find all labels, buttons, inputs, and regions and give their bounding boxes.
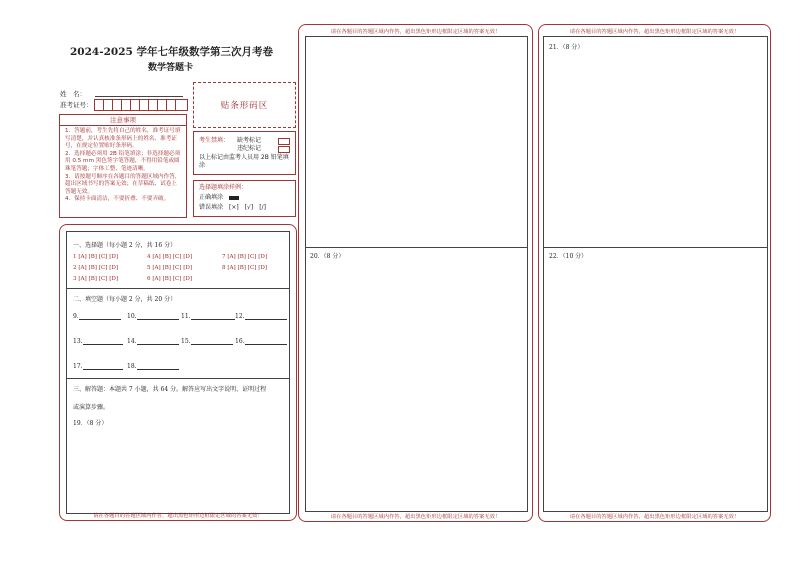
middle-answer-panel (298, 24, 533, 522)
wrong-fill-label: 错误填涂 (199, 204, 224, 211)
barcode-area (193, 82, 296, 128)
blank-number: 10. (127, 313, 137, 320)
notice-box (59, 114, 187, 218)
question-19-label: 19．（8 分） (73, 420, 108, 427)
notice-item: 4．保持卡面清洁，不要折叠、不要弄破。 (65, 196, 170, 203)
fill-blank-11[interactable] (181, 312, 235, 320)
fill-blank-12[interactable] (235, 312, 287, 320)
fill-blank-14[interactable] (127, 337, 179, 345)
mcq-row[interactable]: 5 [A] [B] [C] [D] (147, 265, 193, 271)
exam-title: 2024-2025 学年七年级数学第三次月考卷 (70, 46, 273, 58)
blank-number: 15. (181, 338, 191, 345)
mcq-row[interactable]: 7 [A] [B] [C] [D] (222, 254, 268, 260)
blank-number: 17. (73, 363, 83, 370)
question-20-answer-area[interactable] (306, 261, 527, 511)
warning-text: 请在各题目的答题区域内作答，超出黑色矩形边框限定区域的答案无效！ (569, 29, 740, 35)
question-21-label: 21．（8 分） (549, 44, 584, 51)
middle-panel-warning-bottom (299, 512, 532, 520)
answer-sheet-subtitle: 数学答题卡 (148, 63, 194, 73)
question-22-answer-area[interactable] (544, 261, 767, 511)
fill-blank-15[interactable] (181, 337, 233, 345)
fill-example-box (193, 180, 296, 217)
absent-mark-box[interactable] (278, 138, 290, 145)
mcq-row[interactable]: 4 [A] [B] [C] [D] (147, 254, 193, 260)
correct-fill-label: 正确填涂 (199, 194, 224, 201)
notice-item: 3．请按题号顺序在各题目的答题区域内作答，超出区域书写的答案无效；在草稿纸、试卷上答题无效。 (65, 173, 181, 195)
mcq-row[interactable]: 2 [A] [B] [C] [D] (73, 265, 119, 271)
right-answer-frame (543, 36, 768, 512)
blank-number: 13. (73, 338, 83, 345)
left-answer-panel (59, 224, 297, 521)
violation-label: 违纪标记 (237, 145, 262, 152)
name-line[interactable] (95, 96, 183, 97)
warning-text: 请在各题目的答题区域内作答，超出黑色矩形边框限定区域的答案无效！ (330, 514, 501, 520)
notice-item: 1．答题前，考生先将自己的姓名，准考证号填写清楚，并认真核准条形码上的姓名、准考证号，在规定位置贴好条形码。 (65, 128, 181, 150)
notice-heading: 注意事项 (60, 115, 186, 126)
correct-fill-mark (229, 196, 239, 200)
right-answer-panel (538, 24, 771, 522)
mcq-row[interactable]: 1 [A] [B] [C] [D] (73, 254, 119, 260)
fill-blank-10[interactable] (127, 312, 179, 320)
section-divider (67, 378, 289, 379)
mcq-row[interactable]: 8 [A] [B] [C] [D] (222, 265, 268, 271)
fill-blank-13[interactable] (73, 337, 123, 345)
right-panel-warning-bottom (539, 512, 770, 520)
fill-example-label: 选择题填涂样例： (199, 184, 248, 191)
blank-number: 14. (127, 338, 137, 345)
fill-blank-16[interactable] (235, 337, 287, 345)
question-19-answer-area[interactable] (67, 426, 289, 514)
section-divider (67, 288, 289, 289)
section2-title: 二、填空题（每小题 2 分，共 20 分） (73, 296, 177, 303)
question-divider (306, 247, 527, 248)
left-panel-warning (60, 511, 296, 519)
warning-text: 请在各题目的答题区域内作答，超出黑色矩形边框限定区域的答案无效！ (569, 514, 740, 520)
blank-number: 12. (235, 313, 245, 320)
middle-answer-frame (305, 36, 528, 512)
fill-blank-17[interactable] (73, 362, 123, 370)
fill-blank-18[interactable] (127, 362, 179, 370)
right-panel-warning-top (539, 27, 770, 35)
question-22-label: 22．（10 分） (549, 253, 588, 260)
violation-mark-box[interactable] (278, 146, 290, 153)
name-label: 姓 名： (60, 90, 86, 98)
exam-status-box (193, 131, 296, 175)
blank-number: 11. (181, 313, 191, 320)
barcode-label: 贴条形码区 (220, 101, 269, 111)
question-20-label: 20．（8 分） (310, 253, 345, 260)
middle-panel-warning-top (299, 27, 532, 35)
mcq-row[interactable]: 3 [A] [B] [C] [D] (73, 276, 119, 282)
question-21-answer-area[interactable] (544, 51, 767, 247)
question-divider (544, 247, 767, 248)
blank-number: 16. (235, 338, 245, 345)
exam-number-label: 准考证号： (60, 101, 93, 109)
blank-number: 9. (73, 313, 79, 320)
section1-title: 一、选择题（每小题 2 分，共 16 分） (73, 242, 177, 249)
warning-text: 请在各题目的答题区域内作答，超出黑色矩形边框限定区域的答案无效！ (330, 29, 501, 35)
left-answer-frame (66, 231, 290, 514)
exam-number-boxes[interactable] (94, 99, 188, 111)
section3-title-cont: 或演算步骤。 (73, 404, 110, 411)
exam-status-note: 以上标记由监考人员用 2B 铅笔填涂 (199, 154, 289, 169)
mcq-row[interactable]: 6 [A] [B] [C] [D] (147, 276, 193, 282)
section3-title: 三、解答题：本题共 7 小题，共 64 分。解答应写出文字说明、证明过程 (73, 386, 267, 393)
warning-text: 请在各题目的答题区域内作答，超出黑色矩形边框限定区域的答案无效！ (93, 513, 263, 519)
wrong-fill-marks: [×] [√] [/] (229, 204, 266, 211)
exam-status-label: 考生禁填： (199, 137, 230, 144)
notice-item: 2．选择题必须用 2B 铅笔填涂；非选择题必须用 0.5 mm 黑色签字笔答题，不得用铅笔或圆珠笔答题；字体工整、笔迹清晰。 (65, 150, 181, 172)
question-19-continued-area[interactable] (306, 37, 527, 247)
fill-blank-9[interactable] (73, 312, 121, 320)
blank-number: 18. (127, 363, 137, 370)
absent-label: 缺考标记 (237, 137, 262, 144)
